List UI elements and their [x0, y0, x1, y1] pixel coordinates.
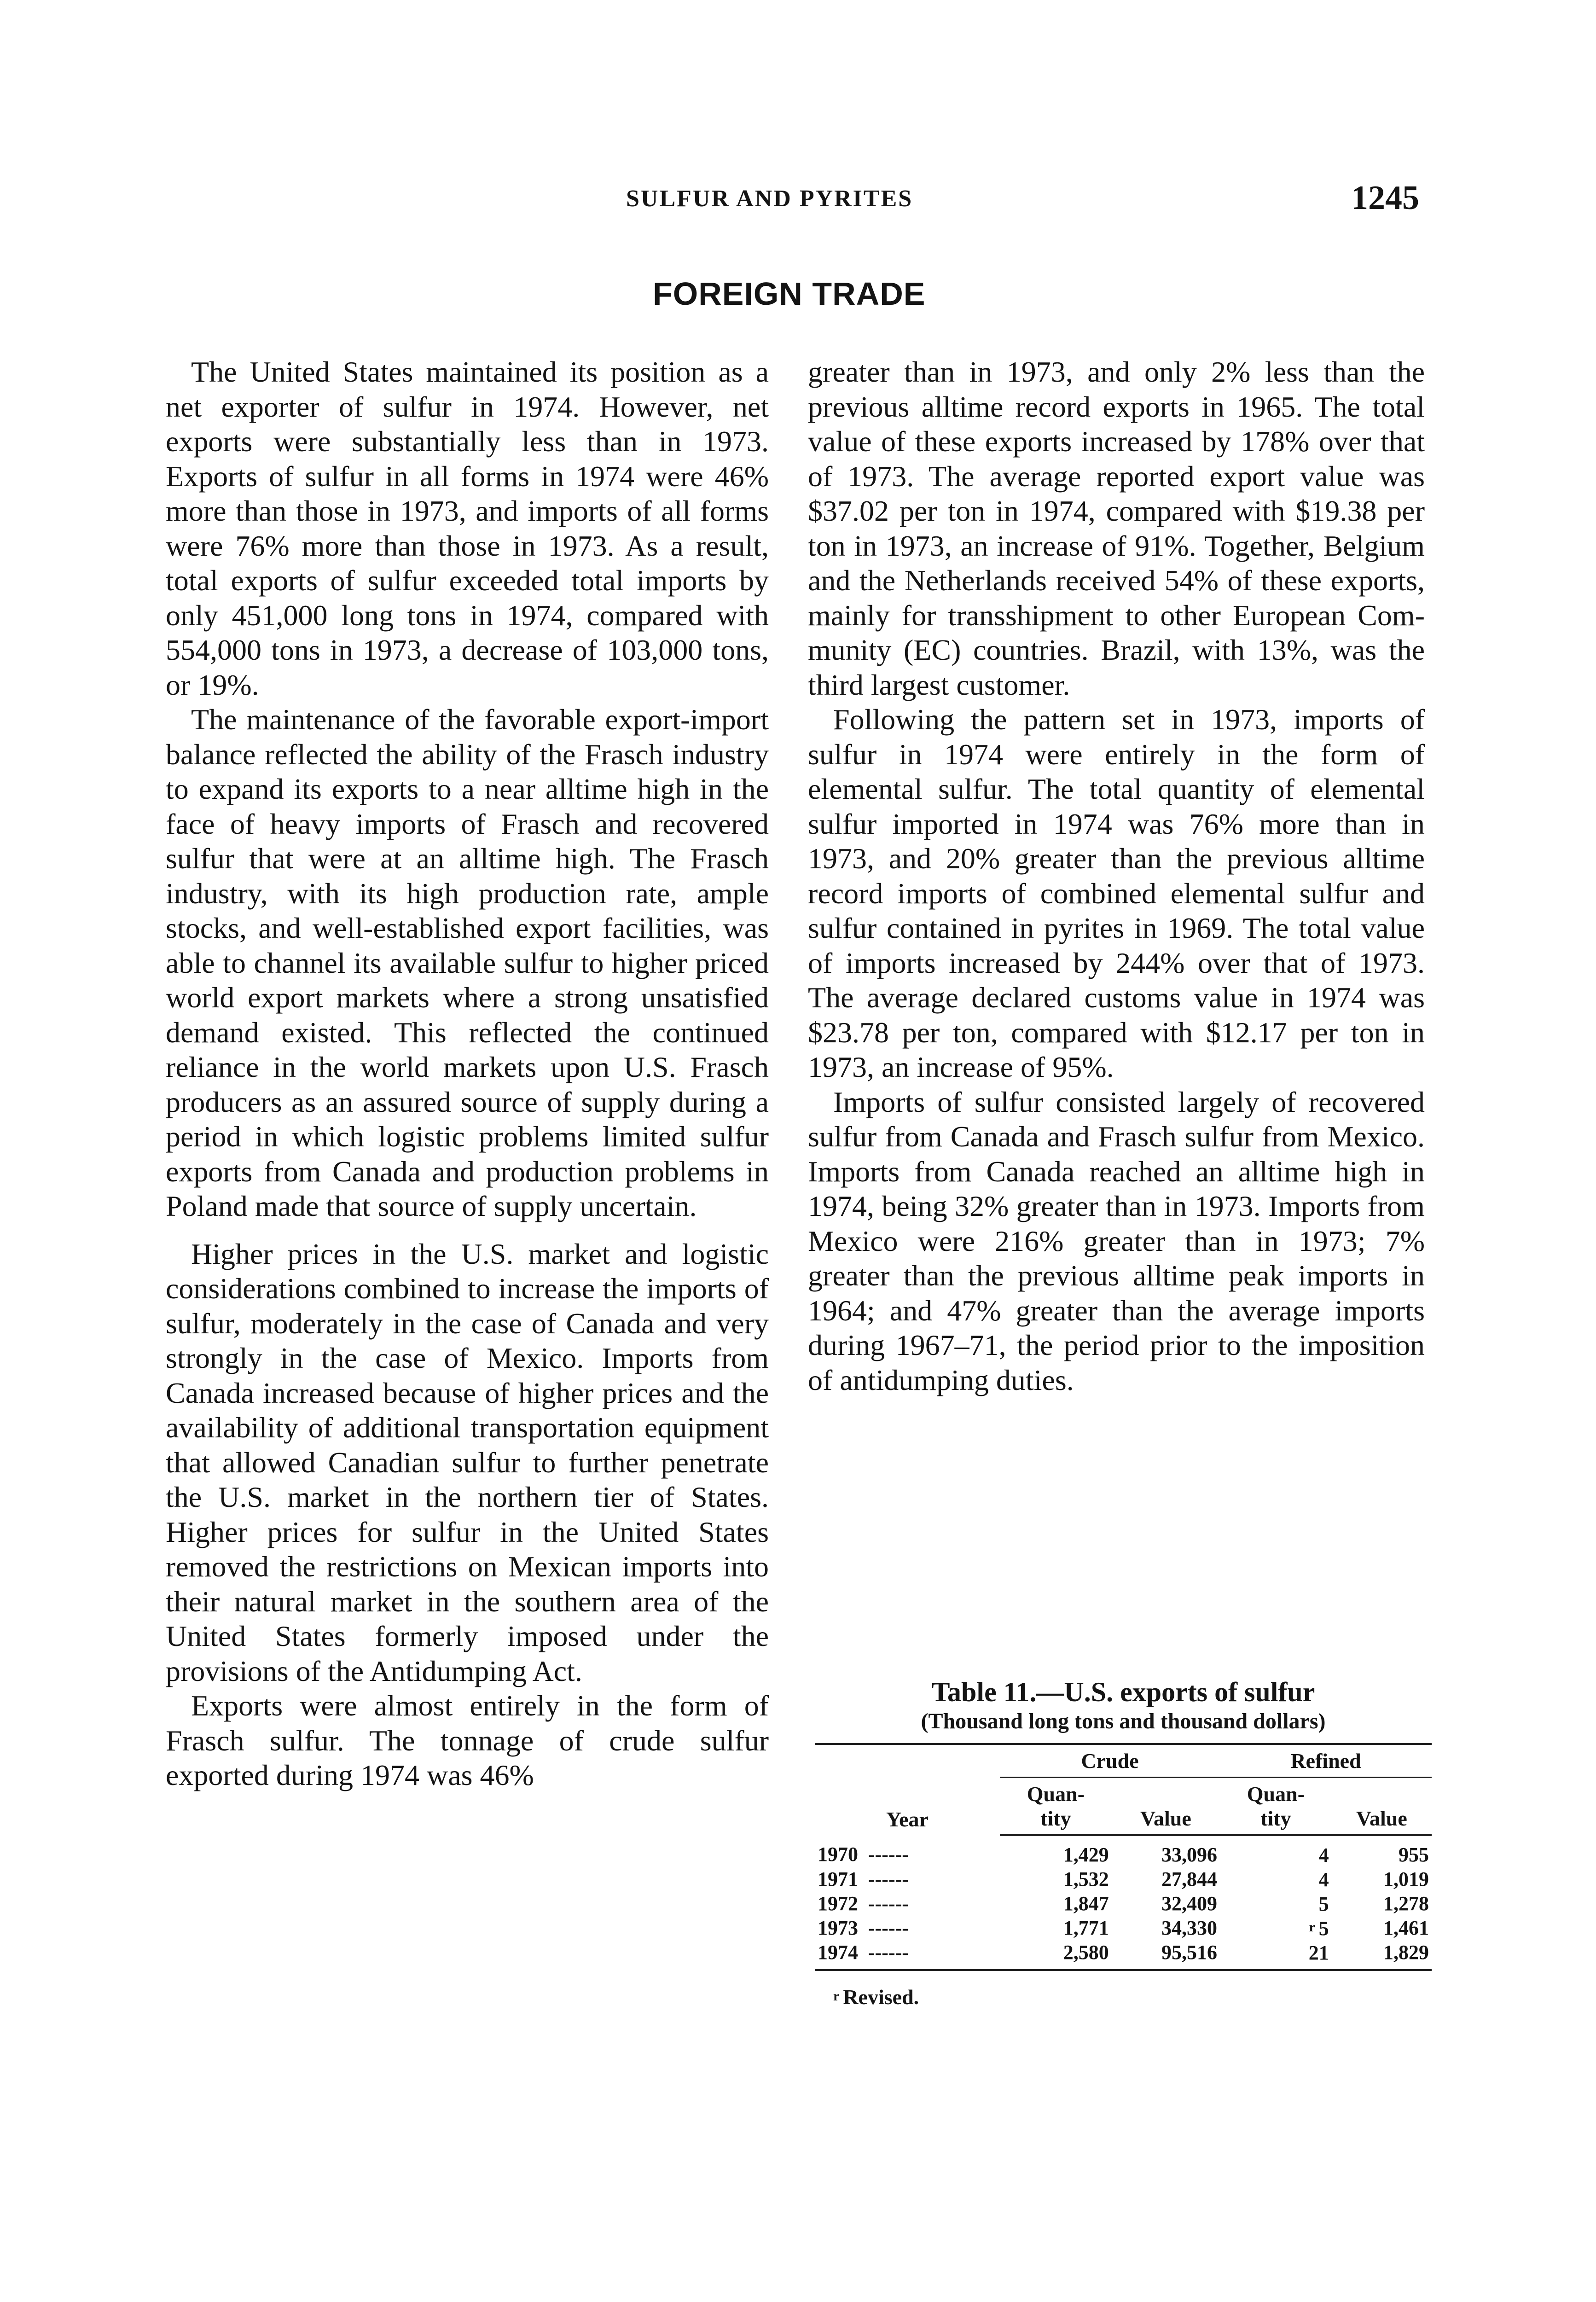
year-cell: 1970 ------	[818, 1843, 909, 1866]
crude-value-cell: 32,409	[1161, 1892, 1218, 1915]
table-row	[815, 1891, 1432, 1916]
crude-quantity-cell: 1,847	[1063, 1892, 1109, 1915]
refined-value-cell: 1,461	[1383, 1916, 1429, 1939]
revised-mark: r	[1309, 1919, 1315, 1935]
col-header-year: Year	[815, 1744, 1000, 1835]
table-row	[815, 1835, 1432, 1867]
paragraph: Exports were almost entirely in the form of Frasch sulfur. The tonnage of crude sulfur exported during 1974 was 46%	[166, 1689, 769, 1791]
refined-quantity-cell: 4	[1318, 1844, 1329, 1866]
crude-quantity-cell: 1,532	[1063, 1867, 1109, 1890]
paragraph: The United States maintained its position as a net exporter of sulfur in 1974. However, net exports were substantially less than in 1973. Exports of sulfur in all forms in 1974 were 46% more than those in 1973, and imports of all forms were 76% more than those in 1973. As a result, total exports of sulfur exceeded total imports by only 451,000 long tons in 1974, compared with 554,000 tons in 1973, a decrease of 103,000 tons, or 19%.	[166, 355, 769, 701]
refined-value-cell: 1,019	[1383, 1867, 1429, 1890]
col-header-crude-quantity: Quan- tity	[1000, 1778, 1112, 1836]
right-column	[808, 355, 1425, 1397]
page-number: 1245	[1351, 179, 1419, 217]
table-title: Table 11.—U.S. exports of sulfur	[931, 1677, 1315, 1707]
refined-quantity-cell: 5	[1318, 1893, 1329, 1915]
crude-value-cell: 95,516	[1112, 1940, 1220, 1970]
section-title: FOREIGN TRADE	[653, 276, 926, 312]
year-cell: 1971 ------	[818, 1867, 909, 1890]
running-header: SULFUR AND PYRITES	[626, 186, 913, 212]
year-cell: 1973 ------	[818, 1916, 909, 1939]
crude-value-cell: 27,844	[1161, 1867, 1218, 1890]
exports-table	[815, 1743, 1432, 1971]
refined-value-cell: 955	[1399, 1843, 1429, 1866]
group-header-crude: Crude	[1000, 1744, 1220, 1778]
table-row	[815, 1867, 1432, 1891]
refined-quantity-cell: 4	[1318, 1868, 1329, 1891]
refined-value-cell: 1,829	[1332, 1940, 1432, 1970]
col-header-refined-quantity: Quan- tity	[1220, 1778, 1332, 1836]
refined-quantity-cell: $^r$ 5	[1309, 1917, 1329, 1940]
year-cell: 1972 ------	[818, 1892, 909, 1915]
crude-quantity-cell: 1,771	[1063, 1916, 1109, 1939]
col-header-refined-value: Value	[1332, 1778, 1432, 1836]
col-header-crude-value: Value	[1112, 1778, 1220, 1836]
table-footnote: $^r$ Revised.	[833, 1985, 919, 2009]
crude-quantity-cell: 1,429	[1063, 1843, 1109, 1866]
crude-value-cell: 33,096	[1161, 1843, 1218, 1866]
left-column	[166, 355, 769, 1793]
refined-quantity-cell: 21	[1220, 1940, 1332, 1970]
paragraph: Higher prices in the U.S. market and logistic considerations combined to increase the imports of sulfur, moderately in the case of Canada and very strongly in the case of Mexico. Imports from Canada increased because of higher prices and the availability of additional transportation equipment that allowed Canadian sulfur to further penetrate the U.S. market in the northern tier of States. Higher prices for sulfur in the United States removed the restrictions on Mexican imports into their natural market in the southern area of the United States formerly imposed under the provisions of the Antidumping Act.	[166, 1237, 769, 1687]
table-row	[815, 1916, 1432, 1940]
group-header-refined: Refined	[1220, 1744, 1432, 1778]
table-row	[815, 1940, 1432, 1970]
crude-quantity-cell: 2,580	[1000, 1940, 1112, 1970]
paragraph: The maintenance of the favorable export-import balance reflected the ability of the Frasch industry to expand its exports to a near alltime high in the face of heavy imports of Frasch and recovered sulfur that were at an alltime high. The Frasch industry, with its high production rate, ample stocks, and well-established export facilities, was able to channel its available sulfur to higher priced world export markets where a strong unsatisfied demand existed. This reflected the continued reliance in the world markets upon U.S. Frasch producers as an assured source of supply during a period in which logistic problems limited sulfur exports from Canada and production problems in Poland made that source of supply uncertain.	[166, 703, 769, 1222]
exports-table-block	[815, 1676, 1432, 2009]
paragraph: Following the pattern set in 1973, imports of sulfur in 1974 were entirely in the form of elemental sulfur. The total quantity of elemental sulfur imported in 1974 was 76% more than in 1973, and 20% greater than the previous alltime record imports of combined elemental sulfur and sulfur contained in pyrites in 1969. The total value of imports increased by 244% over that of 1973. The average declared customs value in 1974 was $23.78 per ton, compared with $12.17 per ton in 1973, an increase of 95%.	[808, 703, 1425, 1083]
table-subtitle: (Thousand long tons and thousand dollars)	[921, 1709, 1326, 1733]
paragraph: Imports of sulfur consisted largely of recovered sulfur from Canada and Frasch sulfur from Mexico. Imports from Canada reached an alltime high in 1974, being 32% greater than in 1973. Imports from Mexico were 216% greater than in 1973; 7% greater than the previous alltime peak imports in 1964; and 47% greater than the average imports during 1967–71, the period prior to the imposition of antidumping duties.	[808, 1085, 1425, 1396]
year-cell: 1974 ------	[815, 1940, 1000, 1970]
paragraph: greater than in 1973, and only 2% less than the previous alltime record exports in 1965. The total value of these exports increased by 178% over that of 1973. The average reported export value was $37.02 per ton in 1974, compared with $19.38 per ton in 1973, an increase of 91%. Together, Belgium and the Netherlands received 54% of these exports, mainly for transshipment to other European Community (EC) countries. Brazil, with 13%, was the third largest customer.	[808, 355, 1425, 701]
crude-value-cell: 34,330	[1161, 1916, 1218, 1939]
refined-value-cell: 1,278	[1383, 1892, 1429, 1915]
